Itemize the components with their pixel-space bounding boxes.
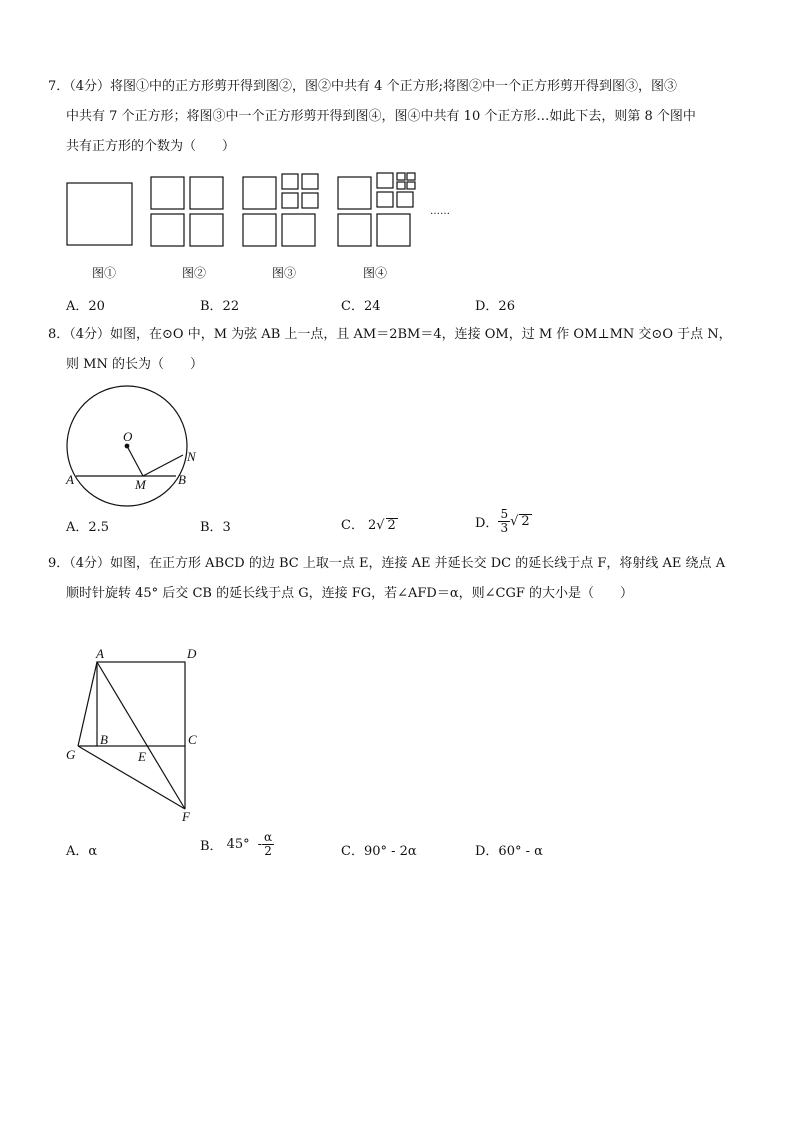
q8-option-c-radicand: 2 [387,518,396,533]
q8-label-n: N [187,449,196,464]
q9-option-b-minus: - [257,837,263,852]
q8-option-d-radicand: 2 [521,514,530,529]
q9-text-line1: 9．（4分）如图，在正方形 ABCD 的边 BC 上取一点 E，连接 AE 并延长交 DC 的延长线于点 F，将射线 AE 绕点 A [48,556,726,571]
q9-option-b-prefix: B． [200,839,223,854]
segment-om [127,446,143,476]
q7-caption-3: 图③ [272,266,297,280]
q9-label-d: D [187,646,197,661]
q9-option-b-fraction [262,831,274,858]
q9-label-e: E [138,749,146,764]
sqrt-icon: √ [376,518,385,533]
q7-option-a[interactable]: A．20 [66,299,105,314]
q9-text-line2: 顺时针旋转 45° 后交 CB 的延长线于点 G，连接 FG，若∠AFD＝α，则∠CGF 的大小是（ ） [66,586,634,601]
segment-mn [143,455,183,476]
q9-option-b-denominator: 2 [264,844,272,858]
q8-option-b[interactable]: B．3 [200,520,231,535]
q8-label-o: O [123,429,133,444]
q8-label-a: A [66,472,74,487]
q8-option-d-numerator: 5 [500,507,509,521]
q8-option-c-coef: 2 [367,518,377,533]
q8-option-d[interactable] [475,508,532,535]
q9-label-g: G [66,747,76,762]
q7-caption-1: 图① [92,266,117,280]
q9-option-a[interactable]: A．α [66,844,98,859]
q9-option-c[interactable]: C．90° - 2α [341,844,417,859]
q7-text-line2: 中共有 7 个正方形；将图③中一个正方形剪开得到图④，图④中共有 10 个正方形…如此下去，则第 8 个图中 [66,109,696,124]
q7-option-d[interactable]: D．26 [475,299,515,314]
q8-option-c-prefix: C． [341,518,364,533]
q8-text-line1: 8．（4分）如图，在⊙O 中，M 为弦 AB 上一点，且 AM＝2BM＝4，连接 OM，过 M 作 OM⊥MN 交⊙O 于点 N， [48,327,732,342]
circle-o [67,386,187,506]
q7-option-b[interactable]: B．22 [200,299,240,314]
q7-text-line1: 7．（4分）将图①中的正方形剪开得到图②，图②中共有 4 个正方形;将图②中一个正方形剪开得到图③，图③ [48,79,677,94]
q9-label-f: F [182,809,190,824]
q9-option-b-const: 45° [226,837,250,852]
q7-text-line3: 共有正方形的个数为（ ） [66,139,236,154]
q9-label-c: C [188,732,197,747]
q7-option-c[interactable]: C．24 [341,299,381,314]
sqrt-icon: √ [510,514,519,529]
q8-option-d-prefix: D． [475,516,499,531]
q8-option-a[interactable]: A．2.5 [66,520,110,535]
q8-label-b: B [178,472,186,487]
q8-text-line2: 则 MN 的长为（ ） [66,357,203,372]
q8-label-m: M [135,477,146,492]
square-abcd [97,662,185,746]
q8-option-d-fraction [498,508,510,535]
q9-option-b-numerator: α [264,830,273,844]
segment-gf [78,746,185,809]
q7-caption-4: 图④ [363,266,388,280]
q9-label-a: A [96,646,104,661]
segment-ag [78,662,97,746]
q8-option-c[interactable] [341,514,398,533]
q9-option-b[interactable] [200,831,274,858]
q9-label-b: B [100,732,108,747]
q7-ellipsis: …… [430,206,450,217]
segment-af [97,662,185,809]
q7-caption-2: 图② [182,266,207,280]
q8-option-d-denominator: 3 [500,521,509,535]
fig1-square [67,183,132,245]
q9-option-d[interactable]: D．60° - α [475,844,543,859]
